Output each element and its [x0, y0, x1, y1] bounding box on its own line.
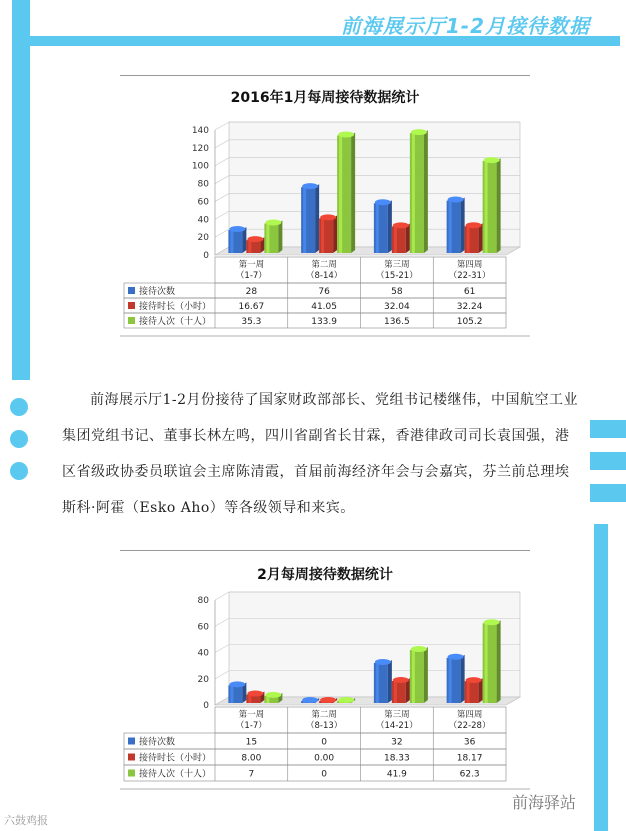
bar — [228, 681, 246, 703]
category-label: 第三周 — [384, 710, 410, 720]
bar — [410, 646, 428, 703]
category-label: 第一周 — [238, 260, 265, 270]
bar-top — [247, 236, 263, 242]
bar-top — [302, 697, 318, 703]
bar-highlight — [467, 226, 470, 253]
bar-side — [497, 620, 501, 703]
side-dot — [10, 430, 28, 448]
category-label: （1-7） — [235, 721, 267, 731]
bar — [392, 677, 410, 703]
data-label: 61 — [463, 287, 476, 297]
bar-top — [338, 697, 354, 703]
y-tick-label: 0 — [203, 251, 209, 261]
category-label: 第一周 — [238, 710, 265, 720]
data-label: 32 — [391, 737, 403, 748]
bar-highlight — [248, 240, 251, 253]
frame-right-bar — [594, 524, 608, 831]
bar-highlight — [449, 201, 452, 253]
category-label: （15-21） — [376, 271, 418, 281]
side-tab — [590, 420, 626, 438]
bar-side — [315, 184, 319, 253]
legend-label: 接待次数 — [139, 737, 176, 748]
y-tick-label: 40 — [197, 648, 209, 659]
side-dot — [10, 398, 28, 416]
y-tick-label: 60 — [197, 197, 209, 208]
data-label: 28 — [245, 287, 258, 297]
legend-label: 接待时长（小时） — [139, 302, 212, 312]
category-label: 第二周 — [311, 260, 337, 270]
bar-side — [351, 132, 355, 253]
bar-highlight — [485, 623, 488, 703]
bar-side — [406, 223, 410, 253]
data-label: 0 — [321, 769, 327, 780]
bar-side — [333, 215, 337, 253]
data-label: 58 — [391, 287, 403, 297]
data-label: 0 — [321, 737, 327, 748]
bar-side — [424, 130, 428, 253]
bar-top — [320, 697, 336, 703]
y-tick-label: 120 — [191, 143, 209, 154]
data-label: 76 — [318, 287, 330, 297]
data-label: 15 — [245, 737, 258, 748]
bar-top — [393, 222, 409, 228]
legend-swatch — [128, 770, 135, 777]
data-label: 62.3 — [459, 769, 480, 780]
page-title: 前海展示厅1-2月接待数据 — [340, 14, 590, 38]
chart-top-rule — [120, 550, 530, 551]
legend-label: 接待次数 — [139, 287, 176, 297]
bar-side — [461, 655, 465, 703]
bar-top — [411, 129, 427, 135]
bar-top — [302, 183, 318, 189]
y-tick-label: 0 — [203, 701, 209, 711]
category-label: 第三周 — [384, 260, 410, 270]
bar-top — [375, 659, 391, 665]
data-label: 41.9 — [386, 769, 407, 780]
bar-highlight — [230, 230, 233, 253]
data-label: 16.67 — [238, 302, 265, 312]
chart-january — [120, 75, 530, 340]
y-tick-label: 100 — [191, 161, 209, 172]
category-label: （22-28） — [448, 721, 491, 731]
bar-top — [411, 646, 427, 652]
bar-top — [484, 619, 500, 625]
bar — [392, 222, 410, 253]
y-tick-label: 80 — [197, 596, 209, 606]
chart-title: 2016年1月每周接待数据统计 — [230, 90, 420, 106]
table-row — [124, 733, 506, 749]
table-row — [124, 283, 506, 298]
chart-february-svg — [120, 550, 530, 805]
bar-top — [448, 654, 464, 660]
category-label: （14-21） — [376, 721, 418, 731]
legend-label: 接待时长（小时） — [139, 753, 212, 764]
data-label: 18.33 — [383, 753, 410, 764]
bar — [447, 197, 465, 253]
bar-highlight — [449, 658, 452, 703]
bar — [465, 677, 483, 703]
footer-left-watermark: 六鼓鸡报 — [4, 814, 48, 827]
data-label: 36 — [463, 737, 476, 748]
category-label: （8-14） — [305, 271, 343, 281]
y-tick-label: 80 — [197, 179, 209, 190]
bar-top — [484, 157, 500, 163]
bar-highlight — [376, 203, 379, 253]
chart-title: 2月每周接待数据统计 — [257, 567, 393, 583]
bar-top — [320, 214, 336, 220]
legend-swatch — [128, 738, 135, 745]
data-label: 32.24 — [456, 302, 483, 312]
y-tick-label: 60 — [197, 622, 209, 633]
data-label: 32.04 — [383, 302, 410, 312]
bar — [374, 199, 392, 253]
bar-top — [265, 219, 281, 225]
side-tab — [590, 452, 626, 470]
bar-highlight — [412, 133, 415, 253]
bar-highlight — [376, 663, 379, 703]
bar-highlight — [394, 226, 397, 253]
legend-swatch — [128, 317, 135, 324]
bar-side — [388, 200, 392, 253]
bar-top — [466, 222, 482, 228]
bar-highlight — [467, 681, 470, 703]
legend-swatch — [128, 754, 135, 761]
bar — [483, 619, 501, 703]
bar-top — [448, 197, 464, 203]
category-label: （8-13） — [305, 721, 343, 731]
category-label: 第四周 — [456, 260, 483, 270]
bar-side — [388, 660, 392, 703]
bar — [410, 129, 428, 253]
legend-swatch — [128, 302, 135, 309]
chart-top-rule — [120, 75, 530, 76]
data-label: 41.05 — [311, 302, 338, 312]
y-tick-label: 20 — [197, 233, 209, 244]
bar-highlight — [266, 223, 269, 253]
bar — [465, 222, 483, 253]
chart-january-svg — [120, 75, 530, 340]
bar — [301, 183, 319, 253]
chart-february — [120, 550, 530, 805]
data-label: 7 — [248, 769, 255, 780]
bar-side — [461, 198, 465, 253]
y-tick-label: 40 — [197, 215, 209, 226]
data-label: 18.17 — [456, 753, 483, 764]
bar — [374, 659, 392, 703]
bar — [246, 236, 264, 253]
category-label: （1-7） — [235, 271, 267, 281]
bar-top — [375, 199, 391, 205]
bar-highlight — [485, 161, 488, 253]
bar-highlight — [412, 650, 415, 703]
bar — [246, 691, 264, 704]
data-label: 133.9 — [311, 317, 338, 327]
bar-top — [393, 677, 409, 683]
bar-side — [278, 220, 282, 253]
bar-highlight — [339, 135, 342, 253]
bar — [447, 654, 465, 703]
bar — [228, 226, 246, 253]
legend-label: 接待人次（十人） — [139, 769, 212, 780]
data-label: 8.00 — [241, 753, 262, 764]
bar-side — [497, 158, 501, 253]
legend-label: 接待人次（十人） — [139, 317, 212, 327]
category-label: 第四周 — [456, 710, 483, 720]
bar — [483, 157, 501, 253]
bar-top — [229, 681, 245, 687]
y-tick-label: 20 — [197, 674, 209, 685]
bar-side — [424, 647, 428, 703]
bar-highlight — [321, 218, 324, 253]
bar — [264, 219, 282, 253]
data-label: 0.00 — [314, 753, 335, 764]
side-tab — [590, 484, 626, 502]
legend-swatch — [128, 287, 135, 294]
bar-top — [466, 677, 482, 683]
bar-highlight — [394, 681, 397, 703]
bar-side — [479, 223, 483, 253]
bar-highlight — [303, 187, 306, 253]
side-dot — [10, 462, 28, 480]
data-label: 35.3 — [241, 317, 262, 327]
data-label: 105.2 — [456, 317, 483, 327]
bar-top — [265, 692, 281, 698]
category-label: （22-31） — [448, 271, 491, 281]
bar-highlight — [230, 685, 233, 703]
data-label: 136.5 — [383, 317, 410, 327]
bar — [337, 131, 355, 253]
bar — [264, 692, 282, 703]
bar-top — [338, 131, 354, 137]
category-label: 第二周 — [311, 710, 337, 720]
body-paragraph: 前海展示厅1-2月份接待了国家财政部部长、党组书记楼继伟，中国航空工业集团党组书记、董事长林左鸣，四川省副省长甘霖，香港律政司司长袁国强，港区省级政协委员联谊会主席陈清霞，首届前海经济年会与会嘉宾，芬兰前总理埃斯科·阿霍（Esko Aho）等各级领导和来宾。 — [62, 392, 579, 516]
bar — [319, 214, 337, 253]
footer-right-watermark: 前海驿站 — [512, 793, 577, 812]
bar-top — [229, 226, 245, 232]
frame-left-bar — [12, 0, 30, 380]
y-tick-label: 140 — [191, 126, 209, 136]
bar-top — [247, 691, 263, 697]
